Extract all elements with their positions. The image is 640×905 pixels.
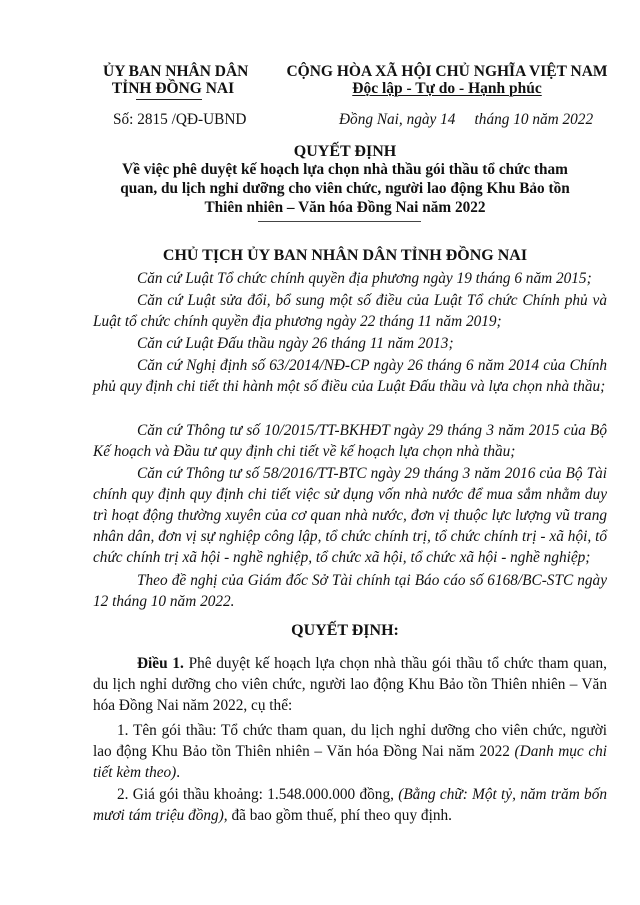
national-motto bbox=[282, 79, 612, 98]
article-1 bbox=[93, 653, 607, 716]
item-1-note: (Danh mục chi tiết kèm theo) bbox=[93, 743, 608, 781]
proposal-basis bbox=[93, 570, 607, 612]
subject-line: quan, du lịch nghỉ dưỡng cho viên chức, người lao động Khu Bảo tồn bbox=[120, 180, 570, 197]
legal-basis-text: Căn cứ Luật Đấu thầu ngày 26 tháng 11 năm 2013; bbox=[137, 335, 454, 352]
decision-heading: QUYẾT ĐỊNH: bbox=[291, 622, 399, 639]
legal-basis-text: Căn cứ Nghị định số 63/2014/NĐ-CP ngày 26 tháng 6 năm 2014 của Chính phủ quy định chi tiết thi hành một số điều của Luật Đấu thầu và lựa chọn nhà thầu; bbox=[93, 357, 607, 395]
agency-name-line2: TỈNH ĐỒNG NAI bbox=[111, 80, 235, 97]
legal-basis-text: Căn cứ Thông tư số 58/2016/TT-BTC ngày 29 tháng 3 năm 2016 của Bộ Tài chính quy định quy định chi tiết việc sử dụng vốn nhà nước để mua sắm nhằm duy trì hoạt động thường xuyên của cơ quan nhà nước, đơn vị thuộc lực lượng vũ trang nhân dân, đơn vị sự nghiệp công lập, tổ chức chính trị, tổ chức chính trị - xã hội, tổ chức chính trị xã hội - nghề nghiệp, tổ chức xã hội, tổ chức xã hội - nghề nghiệp; bbox=[93, 465, 607, 566]
agency-name-line1: ỦY BAN NHÂN DÂN bbox=[103, 63, 249, 80]
item-1-text: 1. Tên gói thầu: Tổ chức tham quan, du lịch nghỉ dưỡng cho viên chức, người lao động Khu Bảo tồn Thiên nhiên – Văn hóa Đồng Nai năm 2022 bbox=[93, 722, 607, 760]
title-divider bbox=[258, 221, 421, 222]
article-1-label: Điều 1. bbox=[137, 655, 184, 672]
legal-basis-6 bbox=[93, 463, 607, 568]
item-2-tail: đã bao gồm thuế, phí theo quy định. bbox=[231, 807, 452, 824]
item-2-amount-in-words: (Bằng chữ: Một tỷ, năm trăm bốn mươi tám triệu đồng), bbox=[93, 786, 607, 824]
legal-basis-3 bbox=[93, 333, 607, 354]
issuing-authority: CHỦ TỊCH ỦY BAN NHÂN DÂN TỈNH ĐỒNG NAI bbox=[162, 247, 528, 264]
legal-basis-1 bbox=[93, 268, 607, 289]
item-1-tail: . bbox=[176, 764, 181, 781]
agency-underline bbox=[136, 99, 202, 100]
legal-basis-5 bbox=[93, 420, 607, 462]
issue-date: Đồng Nai, ngày 14 tháng 10 năm 2022 bbox=[339, 111, 594, 128]
subject-line: Về việc phê duyệt kế hoạch lựa chọn nhà thầu gói thầu tổ chức tham bbox=[122, 161, 568, 178]
legal-basis-text: Theo đề nghị của Giám đốc Sở Tài chính tại Báo cáo số 6168/BC-STC ngày 12 tháng 10 năm 2022. bbox=[93, 572, 607, 610]
legal-basis-2 bbox=[93, 290, 607, 332]
legal-basis-4 bbox=[93, 355, 607, 397]
legal-basis-text: Căn cứ Luật sửa đổi, bổ sung một số điều của Luật Tổ chức Chính phủ và Luật tổ chức chính quyền địa phương ngày 22 tháng 11 năm 2019; bbox=[93, 292, 607, 330]
document-number: Số: 2815 /QĐ-UBND bbox=[113, 111, 247, 128]
subject-line: Thiên nhiên – Văn hóa Đồng Nai năm 2022 bbox=[204, 199, 486, 216]
item-2-text: 2. Giá gói thầu khoảng: 1.548.000.000 đồng, bbox=[117, 786, 394, 803]
national-title: CỘNG HÒA XÃ HỘI CHỦ NGHĨA VIỆT NAM bbox=[286, 63, 608, 80]
legal-basis-text: Căn cứ Thông tư số 10/2015/TT-BKHĐT ngày 29 tháng 3 năm 2015 của Bộ Kế hoạch và Đầu tư quy định chi tiết về kế hoạch lựa chọn nhà thầu; bbox=[93, 422, 607, 460]
article-1-item-1 bbox=[93, 720, 607, 783]
legal-basis-text: Căn cứ Luật Tổ chức chính quyền địa phương ngày 19 tháng 6 năm 2015; bbox=[137, 270, 592, 287]
decision-subject bbox=[80, 160, 610, 217]
article-1-text: Phê duyệt kế hoạch lựa chọn nhà thầu gói thầu tổ chức tham quan, du lịch nghỉ dưỡng cho viên chức, người lao động Khu Bảo tồn Thiên nhiên – Văn hóa Đồng Nai năm 2022, cụ thể: bbox=[93, 655, 607, 714]
decision-title: QUYẾT ĐỊNH bbox=[293, 143, 397, 160]
national-motto-text: Độc lập - Tự do - Hạnh phúc bbox=[352, 80, 542, 97]
article-1-item-2 bbox=[93, 784, 607, 826]
